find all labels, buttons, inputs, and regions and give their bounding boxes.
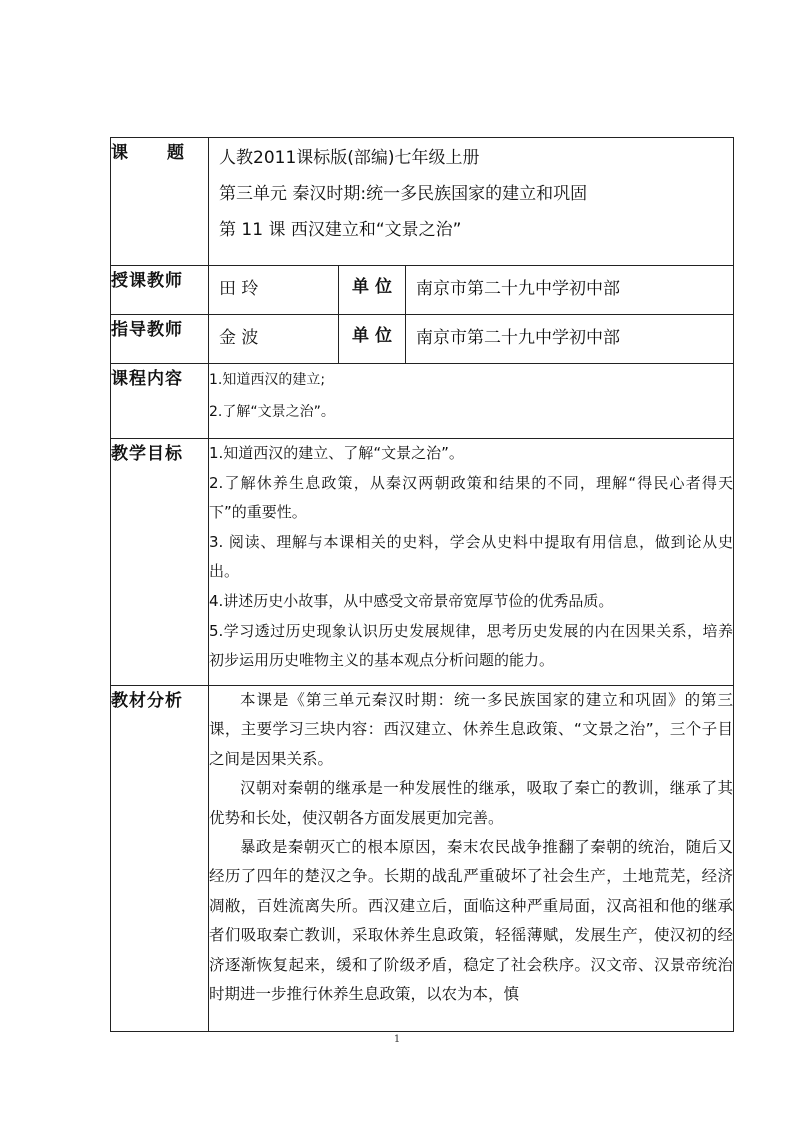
goals-label: 教学目标 — [111, 439, 209, 686]
page-number: 1 — [393, 1034, 401, 1045]
row-teaching-goals — [111, 439, 734, 686]
title-label-char-2: 题 — [167, 143, 184, 163]
lesson-plan-table — [110, 137, 734, 1032]
course-content-item: 1.知道西汉的建立; — [209, 372, 326, 388]
title-content-cell — [209, 138, 734, 266]
row-lesson-title — [111, 138, 734, 266]
row-advisor — [111, 315, 734, 364]
unit-title: 第三单元 秦汉时期:统一多民族国家的建立和巩固 — [219, 184, 588, 204]
advisor-unit: 南京市第二十九中学初中部 — [406, 315, 734, 364]
row-teacher — [111, 266, 734, 315]
row-material-analysis — [111, 686, 734, 1032]
goal-item: 3. 阅读、理解与本课相关的史料，学会从史料中提取有用信息，做到论从史出。 — [209, 532, 734, 581]
analysis-cell — [209, 686, 734, 1032]
course-content-label: 课程内容 — [111, 364, 209, 439]
goals-cell — [209, 439, 734, 686]
analysis-paragraph: 暴政是秦朝灭亡的根本原因，秦末农民战争推翻了秦朝的统治，随后又经历了四年的楚汉之争。长期的战乱严重破坏了社会生产，土地荒芜，经济凋敝，百姓流离失所。西汉建立后，面临这种严重局面，汉高祖和他的继承者们吸取秦亡教训，采取休养生息政策，轻徭薄赋，发展生产，使汉初的经济逐渐恢复起来，缓和了阶级矛盾，稳定了社会秩序。汉文帝、汉景帝统治时期进一步推行休养生息政策，以农为本，慎 — [209, 838, 734, 1004]
teacher-unit: 南京市第二十九中学初中部 — [406, 266, 734, 315]
advisor-label: 指导教师 — [111, 315, 209, 364]
goal-item: 2.了解休养生息政策，从秦汉两朝政策和结果的不同，理解“得民心者得天下”的重要性。 — [209, 473, 734, 522]
textbook-edition: 人教2011课标版(部编)七年级上册 — [219, 148, 480, 168]
title-label-char-1: 课 — [111, 143, 128, 163]
advisor-unit-label: 单 位 — [339, 315, 406, 364]
goal-item: 1.知道西汉的建立、了解“文景之治”。 — [209, 444, 464, 462]
title-label-cell — [111, 138, 209, 266]
goal-item: 5.学习透过历史现象认识历史发展规律，思考历史发展的内在因果关系，培养初步运用历史唯物主义的基本观点分析问题的能力。 — [209, 621, 734, 670]
analysis-label: 教材分析 — [111, 686, 209, 1032]
row-course-content — [111, 364, 734, 439]
teacher-label: 授课教师 — [111, 266, 209, 315]
analysis-paragraph: 本课是《第三单元秦汉时期：统一多民族国家的建立和巩固》的第三课，主要学习三块内容：西汉建立、休养生息政策、“文景之治”，三个子目之间是因果关系。 — [209, 691, 734, 768]
advisor-name: 金 波 — [209, 315, 339, 364]
teacher-name: 田 玲 — [209, 266, 339, 315]
lesson-title: 第 11 课 西汉建立和“文景之治” — [219, 220, 462, 240]
analysis-paragraph: 汉朝对秦朝的继承是一种发展性的继承，吸取了秦亡的教训，继承了其优势和长处，使汉朝各方面发展更加完善。 — [209, 779, 734, 827]
course-content-cell — [209, 364, 734, 439]
goal-item: 4.讲述历史小故事，从中感受文帝景帝宽厚节俭的优秀品质。 — [209, 591, 614, 610]
course-content-item: 2.了解“文景之治”。 — [209, 404, 335, 420]
unit-label: 单 位 — [339, 266, 406, 315]
